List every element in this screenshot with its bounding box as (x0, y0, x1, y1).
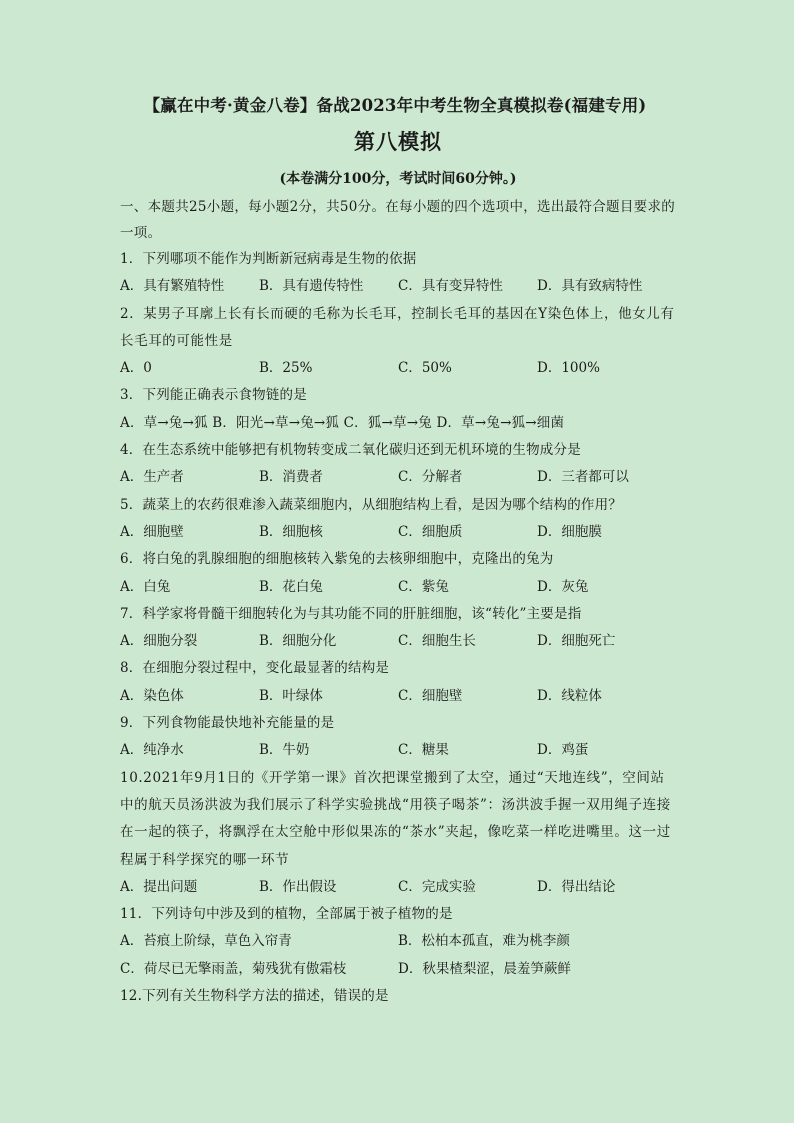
section-intro: 一、本题共25小题，每小题2分，共50分。在每小题的四个选项中，选出最符合题目要求的一项。 (120, 199, 676, 241)
option: D．100% (537, 360, 600, 377)
question-stem: 5．蔬菜上的农药很难渗入蔬菜细胞内，从细胞结构上看，是因为哪个结构的作用？ (120, 496, 622, 513)
option: A．细胞分裂 (120, 633, 198, 650)
question-stem: 11．下列诗句中涉及到的植物，全部属于被子植物的是 (120, 906, 453, 923)
option: B．25% (259, 360, 313, 377)
option: D．秋果楂梨涩，晨羞笋蕨鲜 (398, 960, 571, 977)
option: D．细胞死亡 (537, 633, 616, 650)
exam-subtitle: 第八模拟 (354, 129, 442, 154)
option: B．具有遗传特性 (259, 278, 364, 295)
question-stem: 4．在生态系统中能够把有机物转变成二氧化碳归还到无机环境的生物成分是 (120, 442, 581, 459)
question-options (120, 928, 676, 955)
option: A．具有繁殖特性 (120, 278, 225, 295)
exam-note: (本卷满分100分，考试时间60分钟。) (279, 171, 517, 187)
option: D．灰兔 (537, 578, 589, 595)
question-options (120, 628, 676, 655)
option: C．荷尽已无擎雨盖，菊残犹有傲霜枝 (120, 960, 347, 977)
option: C．50% (398, 360, 452, 377)
exam-page (120, 92, 676, 1010)
question-stem: 7．科学家将骨髓干细胞转化为与其功能不同的肝脏细胞，该“转化”主要是指 (120, 605, 582, 622)
option: B．松柏本孤直，难为桃李颜 (398, 933, 570, 950)
option: A．纯净水 (120, 742, 184, 759)
question-options (120, 956, 676, 983)
option: A．0 (120, 360, 152, 377)
question-stem: 12.下列有关生物科学方法的描述，错误的是 (120, 988, 389, 1005)
option: A．白兔 (120, 578, 171, 595)
question-stem: 6．将白兔的乳腺细胞的细胞核转入紫兔的去核卵细胞中，克隆出的兔为 (120, 551, 554, 568)
option: D．鸡蛋 (537, 742, 589, 759)
option: A．苔痕上阶绿，草色入帘青 (120, 933, 292, 950)
option: B．叶绿体 (259, 687, 323, 704)
option: C．紫兔 (398, 578, 449, 595)
option: B．细胞分化 (259, 633, 337, 650)
option: C．细胞质 (398, 523, 463, 540)
question-options (120, 737, 676, 764)
option: D．细胞膜 (537, 523, 602, 540)
option: D．具有致病特性 (537, 278, 643, 295)
option: D．线粒体 (537, 687, 602, 704)
option: C．完成实验 (398, 878, 476, 895)
question-stem: 10.2021年9月1日的《开学第一课》首次把课堂搬到了太空，通过“天地连线”，空间站中的航天员汤洪波为我们展示了科学实验挑战“用筷子喝茶”：汤洪波手握一双用绳子连接在一起的筷子，将飘浮在太空舱中形似果冻的“茶水”夹起，像吃菜一样吃进嘴里。这一过程属于科学探究的哪一环节 (120, 769, 671, 868)
question-options (120, 519, 676, 546)
question-stem: 3．下列能正确表示食物链的是 (120, 387, 307, 404)
option: A．染色体 (120, 687, 184, 704)
question-options (120, 574, 676, 601)
option: A．生产者 (120, 469, 184, 486)
question-options (120, 355, 676, 382)
question-options (120, 683, 676, 710)
option: B．细胞核 (259, 523, 323, 540)
option: B．作出假设 (259, 878, 337, 895)
option: B．花白兔 (259, 578, 323, 595)
option: D．三者都可以 (537, 469, 629, 486)
option: C．细胞壁 (398, 687, 463, 704)
question-stem: 1．下列哪项不能作为判断新冠病毒是生物的依据 (120, 251, 417, 267)
question-options-line: A．草→兔→狐 B．阳光→草→兔→狐 C．狐→草→兔 D．草→兔→狐→细菌 (120, 414, 565, 431)
question-options (120, 464, 676, 491)
option: B．牛奶 (259, 742, 310, 759)
option: A．提出问题 (120, 878, 198, 895)
option: C．糖果 (398, 742, 449, 759)
option: B．消费者 (259, 469, 323, 486)
option: C．分解者 (398, 469, 463, 486)
question-stem: 9．下列食物能最快地补充能量的是 (120, 715, 335, 732)
option: A．细胞壁 (120, 523, 184, 540)
question-stem: 8．在细胞分裂过程中，变化最显著的结构是 (120, 660, 390, 677)
question-options (120, 273, 676, 300)
option: D．得出结论 (537, 878, 616, 895)
question-options (120, 874, 676, 901)
exam-title: 【赢在中考·黄金八卷】备战2023年中考生物全真模拟卷(福建专用) (143, 96, 647, 115)
option: C．具有变异特性 (398, 278, 503, 295)
question-stem: 2．某男子耳廓上长有长而硬的毛称为长毛耳，控制长毛耳的基因在Y染色体上，他女儿有长毛耳的可能性是 (120, 305, 675, 349)
option: C．细胞生长 (398, 633, 476, 650)
